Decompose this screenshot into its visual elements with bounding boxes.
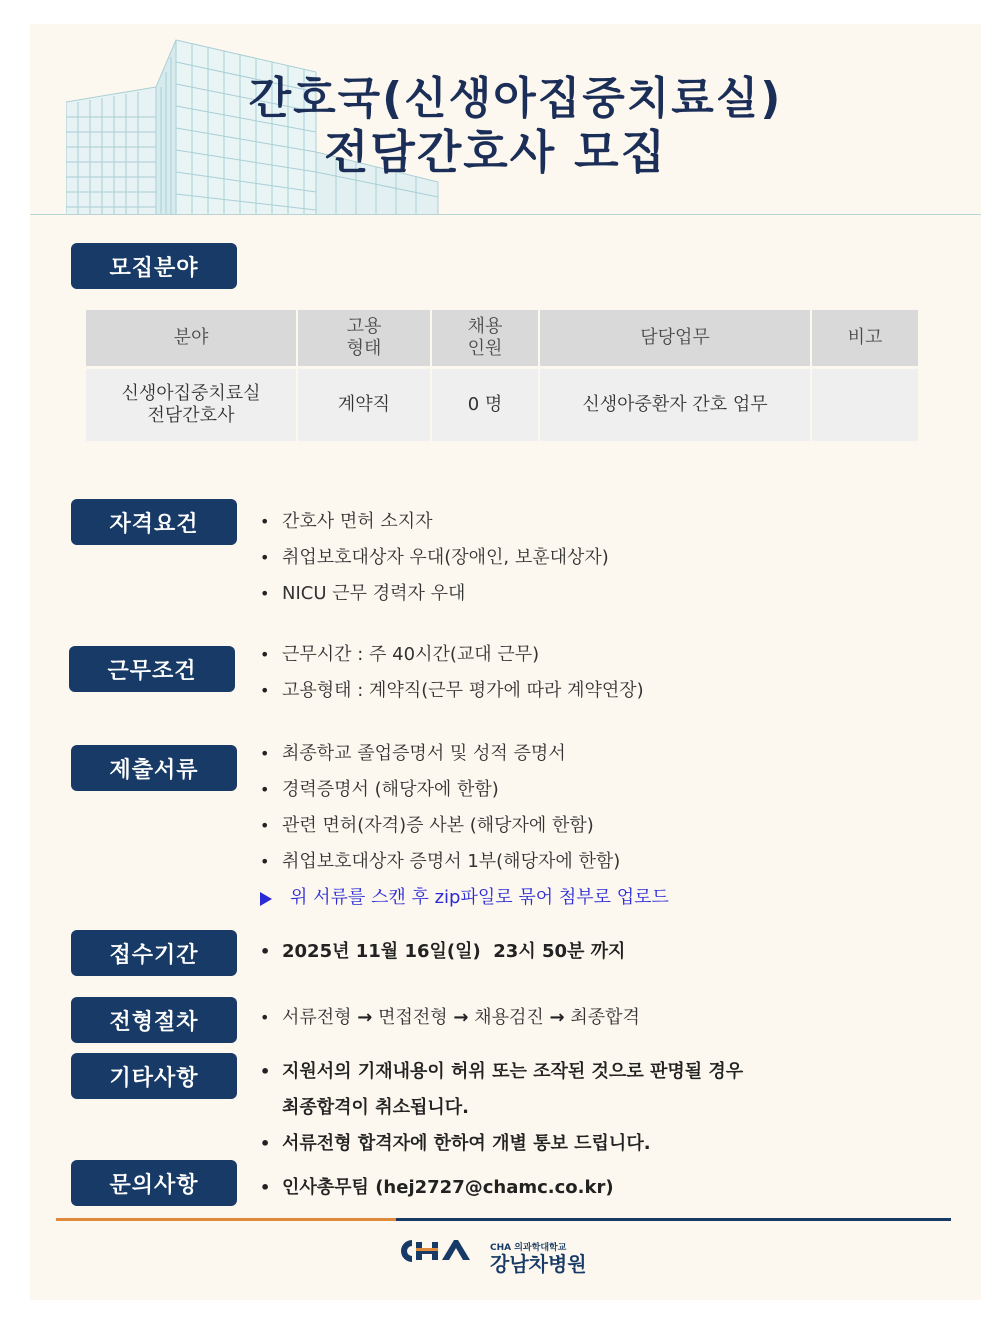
list-item: • 취업보호대상자 우대(장애인, 보훈대상자) xyxy=(258,540,609,576)
contact-list xyxy=(258,1170,614,1206)
header-employment-type: 고용 형태 xyxy=(298,310,430,369)
logo-subtitle: CHA 의과학대학교 xyxy=(490,1243,567,1253)
process-steps xyxy=(258,1000,640,1036)
application-period-text: • 2025년 11월 16일(일) 23시 50분 까지 xyxy=(258,934,625,970)
list-item: • 고용형태 : 계약직(근무 평가에 따라 계약연장) xyxy=(258,673,644,709)
documents-list xyxy=(258,736,669,916)
recruitment-poster xyxy=(30,24,981,1300)
recruit-table xyxy=(84,310,920,441)
arrow-right-icon: → xyxy=(357,1007,373,1028)
other-notes-list xyxy=(258,1054,743,1162)
documents-label: 제출서류 xyxy=(71,745,237,791)
cell-employment-type: 계약직 xyxy=(298,369,430,441)
list-item: • 취업보호대상자 증명서 1부(해당자에 한함) xyxy=(258,844,669,880)
step-interview: 면접전형 xyxy=(378,1007,448,1028)
hospital-name: 강남차병원 xyxy=(490,1252,587,1276)
list-item: • 서류전형 합격자에 한하여 개별 통보 드립니다. xyxy=(258,1126,743,1162)
table-row xyxy=(86,369,918,441)
header-duties: 담당업무 xyxy=(540,310,810,369)
upload-note xyxy=(258,880,669,916)
work-conditions-list xyxy=(258,637,644,709)
list-item: • 경력증명서 (해당자에 한함) xyxy=(258,772,669,808)
arrow-right-icon: → xyxy=(453,1007,469,1028)
header-field: 분야 xyxy=(86,310,296,369)
arrow-right-icon: → xyxy=(549,1007,565,1028)
cell-duties: 신생아중환자 간호 업무 xyxy=(540,369,810,441)
list-item: • NICU 근무 경력자 우대 xyxy=(258,576,609,612)
application-period-label: 접수기간 xyxy=(71,930,237,976)
step-final-pass: 최종합격 xyxy=(570,1007,640,1028)
selection-process-label: 전형절차 xyxy=(71,997,237,1043)
selection-process-list xyxy=(258,1000,640,1036)
header-remarks: 비고 xyxy=(812,310,918,369)
application-period-list xyxy=(258,934,625,970)
poster-header xyxy=(30,24,981,215)
cell-headcount: 0 명 xyxy=(432,369,538,441)
list-item: • 관련 면허(자격)증 사본 (해당자에 한함) xyxy=(258,808,669,844)
contact-text: • 인사총무팀 (hej2727@chamc.co.kr) xyxy=(258,1170,614,1206)
step-medical-check: 채용검진 xyxy=(474,1007,544,1028)
cell-remarks xyxy=(812,369,918,441)
title-line-1: 간호국(신생아집중치료실) xyxy=(248,73,783,124)
list-item: • 간호사 면허 소지자 xyxy=(258,504,609,540)
list-item: • 지원서의 기재내용이 허위 또는 조작된 것으로 판명될 경우 xyxy=(258,1054,743,1090)
work-conditions-label: 근무조건 xyxy=(69,646,235,692)
recruit-field-label: 모집분야 xyxy=(71,243,237,289)
title-line-2: 전담간호사 모집 xyxy=(323,125,668,179)
table-header-row xyxy=(86,310,918,369)
qualification-list xyxy=(258,504,609,612)
qualification-label: 자격요건 xyxy=(71,499,237,545)
other-notes-label: 기타사항 xyxy=(71,1053,237,1099)
upload-note-text: 위 서류를 스캔 후 zip파일로 묶어 첨부로 업로드 xyxy=(290,887,669,908)
list-item: • 근무시간 : 주 40시간(교대 근무) xyxy=(258,637,644,673)
triangle-right-icon xyxy=(260,892,272,906)
header-headcount: 채용 인원 xyxy=(432,310,538,369)
contact-label: 문의사항 xyxy=(71,1160,237,1206)
list-item: • 최종학교 졸업증명서 및 성적 증명서 xyxy=(258,736,669,772)
list-item-continued: 최종합격이 취소됩니다. xyxy=(282,1097,469,1118)
footer-divider xyxy=(56,1218,951,1221)
cha-logo-icon xyxy=(398,1236,478,1266)
step-document-screening: 서류전형 xyxy=(282,1007,352,1028)
cell-field: 신생아집중치료실 전담간호사 xyxy=(86,369,296,441)
